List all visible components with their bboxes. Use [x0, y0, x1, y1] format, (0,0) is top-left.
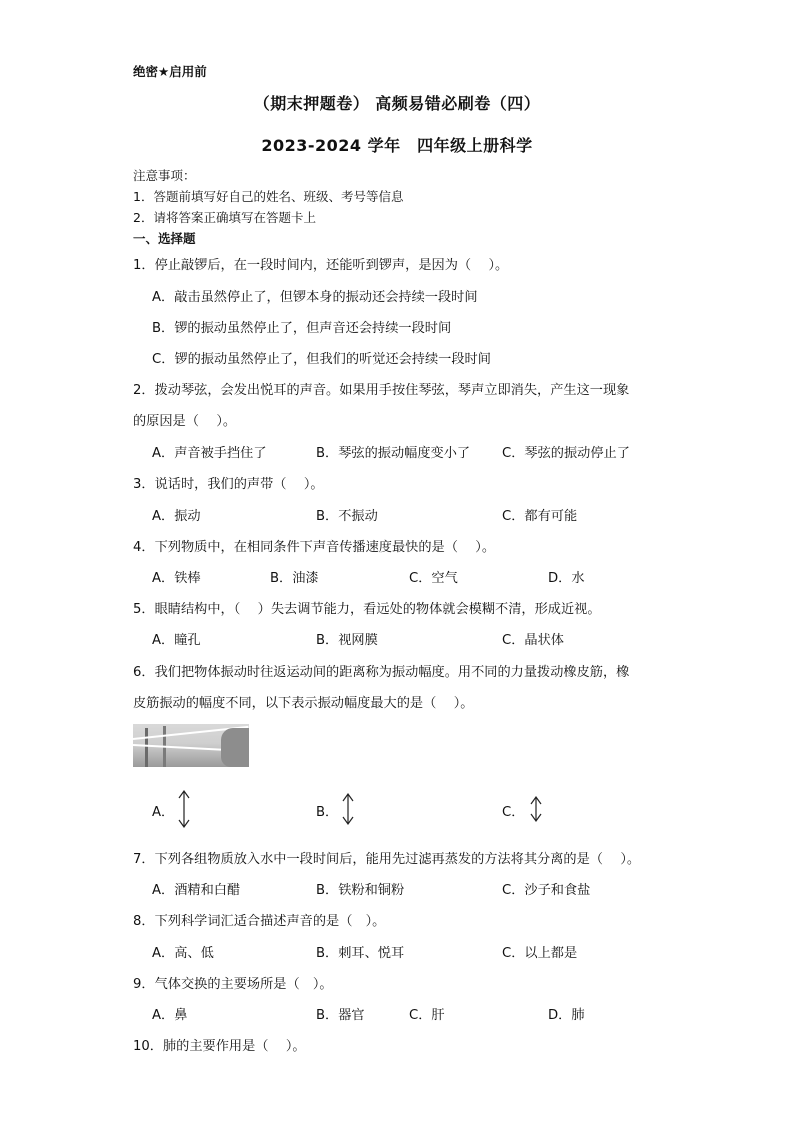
- option: C．沙子和食盐: [502, 883, 591, 898]
- option: A．声音被手挡住了: [152, 446, 267, 461]
- question-stem: 1．停止敲锣后，在一段时间内，还能听到锣声，是因为（ ）。: [133, 258, 509, 273]
- option: C．晶状体: [502, 633, 564, 648]
- question-stem: 3．说话时，我们的声带（ ）。: [133, 477, 324, 492]
- option: B．锣的振动虽然停止了，但声音还会持续一段时间: [152, 321, 452, 336]
- option: A．振动: [152, 509, 201, 524]
- exam-title: （期末押题卷） 高频易错必刷卷（四）: [253, 94, 541, 113]
- question-stem-cont: 的原因是（ ）。: [133, 414, 237, 429]
- note-item: 2．请将答案正确填写在答题卡上: [133, 210, 316, 225]
- medium-amplitude-arrow-icon: [341, 792, 355, 826]
- option: C．锣的振动虽然停止了，但我们的听觉还会持续一段时间: [152, 352, 491, 367]
- option: B．器官: [316, 1008, 365, 1023]
- question-stem: 5．眼睛结构中，（ ）失去调节能力，看远处的物体就会模糊不清，形成近视。: [133, 602, 601, 617]
- notes-heading: 注意事项：: [133, 168, 196, 183]
- section-heading: 一、选择题: [133, 231, 196, 246]
- note-item: 1．答题前填写好自己的姓名、班级、考号等信息: [133, 189, 404, 204]
- question-stem: 7．下列各组物质放入水中一段时间后，能用先过滤再蒸发的方法将其分离的是（ ）。: [133, 852, 641, 867]
- option: B．不振动: [316, 509, 378, 524]
- option: A．酒精和白醋: [152, 883, 241, 898]
- large-amplitude-arrow-icon: [529, 795, 543, 823]
- option: B．: [316, 805, 339, 820]
- option: A．铁棒: [152, 571, 201, 586]
- option: D．肺: [548, 1008, 585, 1023]
- option: B．铁粉和铜粉: [316, 883, 405, 898]
- rubber-band-photo: [133, 724, 249, 767]
- option: B．视网膜: [316, 633, 378, 648]
- option: A．高、低: [152, 946, 214, 961]
- option: D．水: [548, 571, 585, 586]
- question-stem: 4．下列物质中，在相同条件下声音传播速度最快的是（ ）。: [133, 540, 496, 555]
- option: C．琴弦的振动停止了: [502, 446, 630, 461]
- question-stem: 2．拨动琴弦，会发出悦耳的声音。如果用手按住琴弦，琴声立即消失，产生这一现象: [133, 383, 630, 398]
- question-stem: 10．肺的主要作用是（ ）。: [133, 1039, 306, 1054]
- question-stem: 8．下列科学词汇适合描述声音的是（ ）。: [133, 914, 386, 929]
- option: B．琴弦的振动幅度变小了: [316, 446, 471, 461]
- option: A．: [152, 805, 175, 820]
- option: A．敲击虽然停止了，但锣本身的振动还会持续一段时间: [152, 290, 478, 305]
- option: C．都有可能: [502, 509, 578, 524]
- option: A．瞳孔: [152, 633, 201, 648]
- small-amplitude-arrow-icon: [177, 789, 191, 829]
- option: B．刺耳、悦耳: [316, 946, 405, 961]
- option: B．油漆: [270, 571, 319, 586]
- exam-subtitle: 2023-2024 学年 四年级上册科学: [261, 136, 533, 155]
- question-stem: 9．气体交换的主要场所是（ ）。: [133, 977, 333, 992]
- option: C．: [502, 805, 525, 820]
- option: A．鼻: [152, 1008, 188, 1023]
- question-stem-cont: 皮筋振动的幅度不同，以下表示振动幅度最大的是（ ）。: [133, 696, 474, 711]
- question-stem: 6．我们把物体振动时往返运动间的距离称为振动幅度。用不同的力量拨动橡皮筋，橡: [133, 665, 630, 680]
- option: C．空气: [409, 571, 458, 586]
- option: C．肝: [409, 1008, 445, 1023]
- confidential-mark: 绝密★启用前: [133, 64, 207, 79]
- option: C．以上都是: [502, 946, 578, 961]
